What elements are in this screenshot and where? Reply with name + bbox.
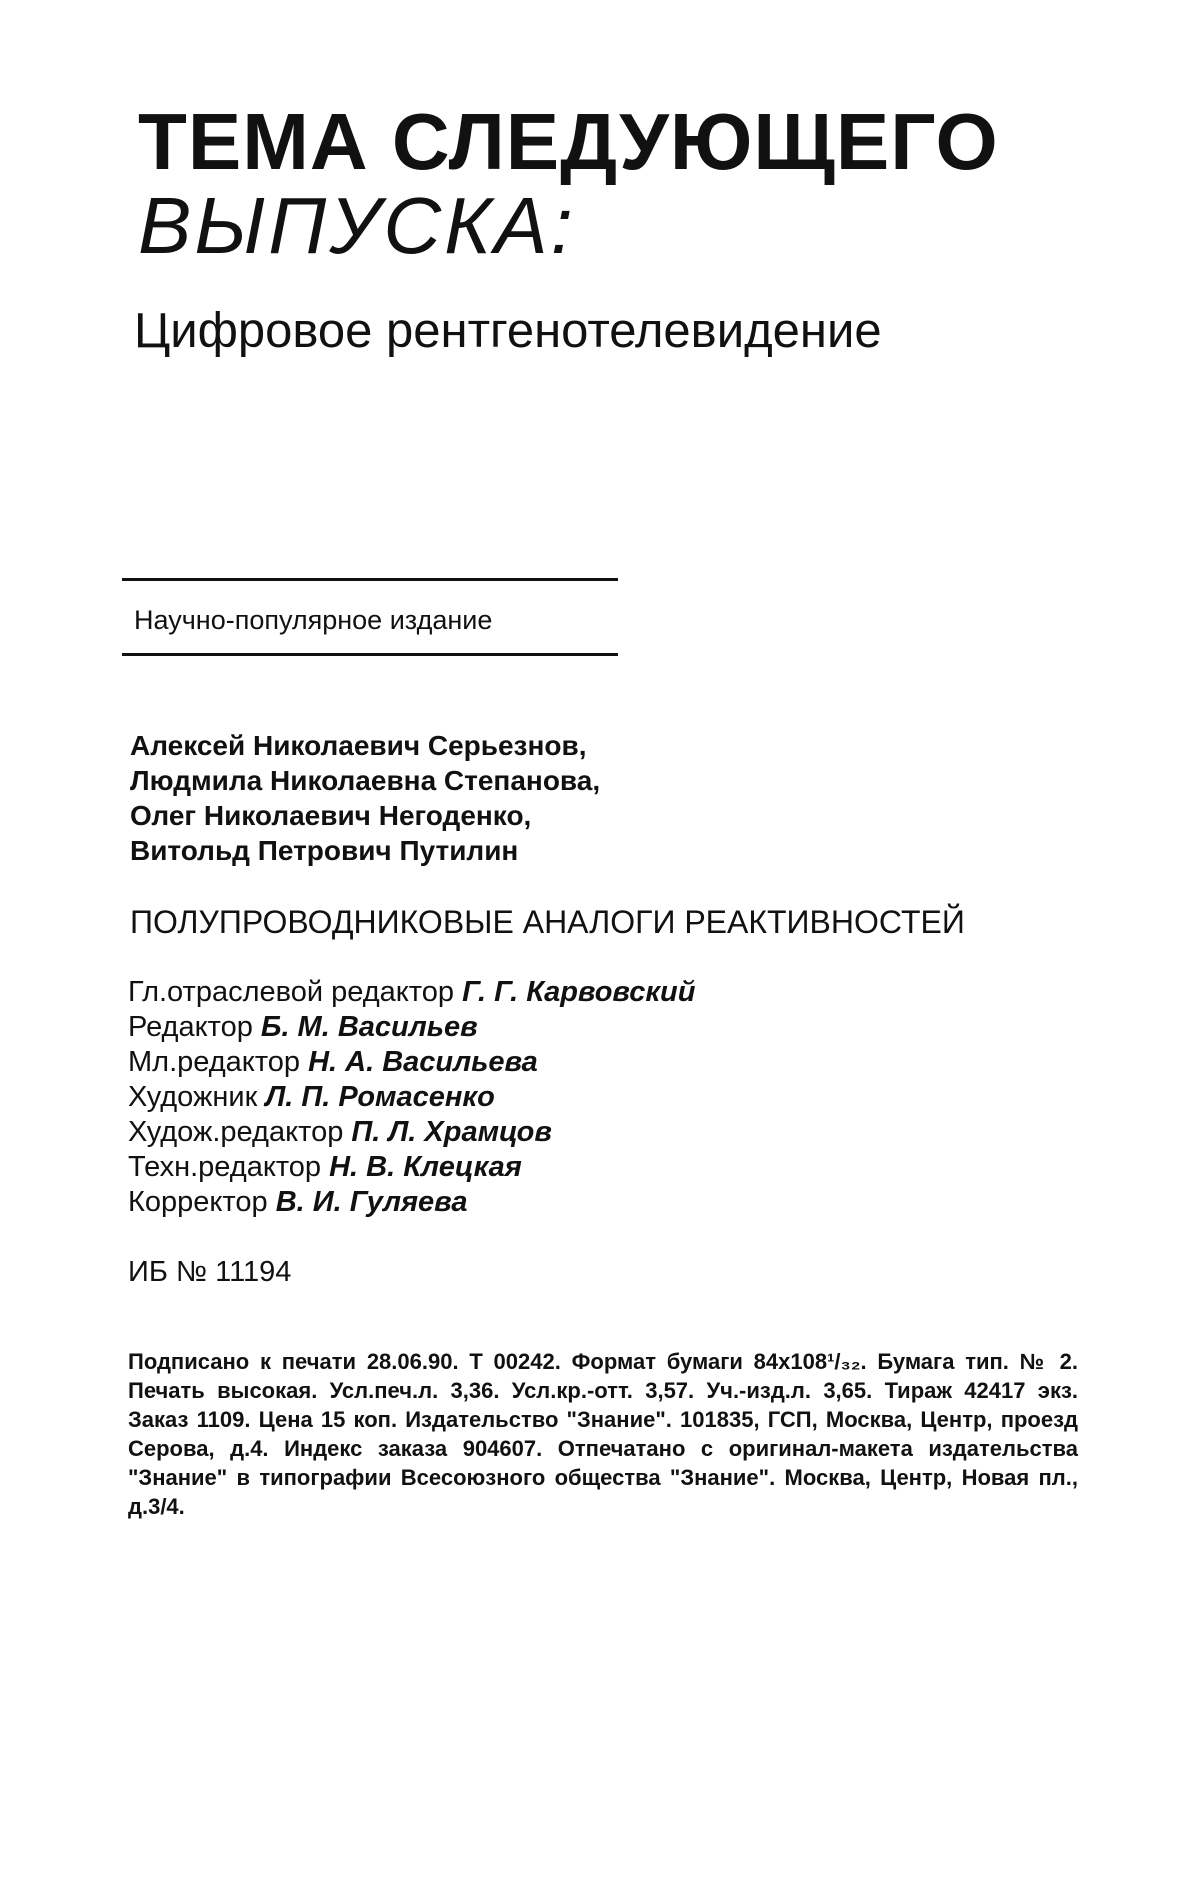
author: Людмила Николаевна Степанова, (130, 765, 601, 796)
credit-line (128, 1115, 695, 1150)
credit-name: Н. В. Клецкая (329, 1151, 522, 1183)
book-title: ПОЛУПРОВОДНИКОВЫЕ АНАЛОГИ РЕАКТИВНОСТЕЙ (130, 904, 965, 940)
credit-role: Мл.редактор (128, 1046, 301, 1078)
credit-role: Редактор (128, 1011, 253, 1043)
credit-name: Б. М. Васильев (260, 1011, 478, 1043)
author: Алексей Николаевич Серьезнов, (130, 730, 587, 761)
credit-name: Л. П. Ромасенко (265, 1081, 495, 1113)
credit-line (128, 1185, 695, 1220)
credit-line (128, 1010, 695, 1045)
credit-role: Художник (128, 1081, 258, 1113)
edition-type: Научно-популярное издание (134, 605, 493, 635)
credit-role: Техн.редактор (128, 1151, 322, 1183)
divider-bottom (122, 653, 618, 656)
credit-role: Корректор (128, 1186, 268, 1218)
divider-top (122, 578, 618, 581)
credit-name: Н. А. Васильева (308, 1046, 538, 1078)
imprint-text: Подписано к печати 28.06.90. Т 00242. Формат бумаги 84х108¹/₃₂. Бумага тип. № 2. Печать высокая. Усл.печ.л. 3,36. Усл.кр.-отт. 3,57. Уч.-изд.л. 3,65. Тираж 42417 экз. Заказ 1109. Цена 15 коп. Издательство "Знание". 101835, ГСП, Москва, Центр, проезд Серова, д.4. Индекс заказа 904607. Отпечатано с оригинал-макета издательства "Знание" в типографии Всесоюзного общества "Знание". Москва, Центр, Новая пл., д.3/4. (128, 1349, 1078, 1519)
credits-list (128, 975, 695, 1220)
next-issue-heading-line1: ТЕМА СЛЕДУЮЩЕГО (138, 97, 999, 186)
credit-line (128, 1080, 695, 1115)
credit-line (128, 1150, 695, 1185)
credit-line (128, 975, 695, 1010)
next-issue-heading-line2: ВЫПУСКА: (138, 181, 576, 270)
next-issue-topic: Цифровое рентгенотелевидение (134, 304, 882, 358)
author: Витольд Петрович Путилин (130, 835, 519, 866)
credit-role: Худож.редактор (128, 1116, 344, 1148)
ib-number: ИБ № 11194 (128, 1256, 292, 1288)
credit-role: Гл.отраслевой редактор (128, 976, 454, 1008)
next-issue-heading (138, 97, 999, 270)
credit-name: Г. Г. Карвовский (462, 976, 696, 1008)
credit-name: П. Л. Храмцов (351, 1116, 552, 1148)
credit-name: В. И. Гуляева (275, 1186, 468, 1218)
author: Олег Николаевич Негоденко, (130, 800, 532, 831)
credit-line (128, 1045, 695, 1080)
author-list (130, 728, 600, 868)
